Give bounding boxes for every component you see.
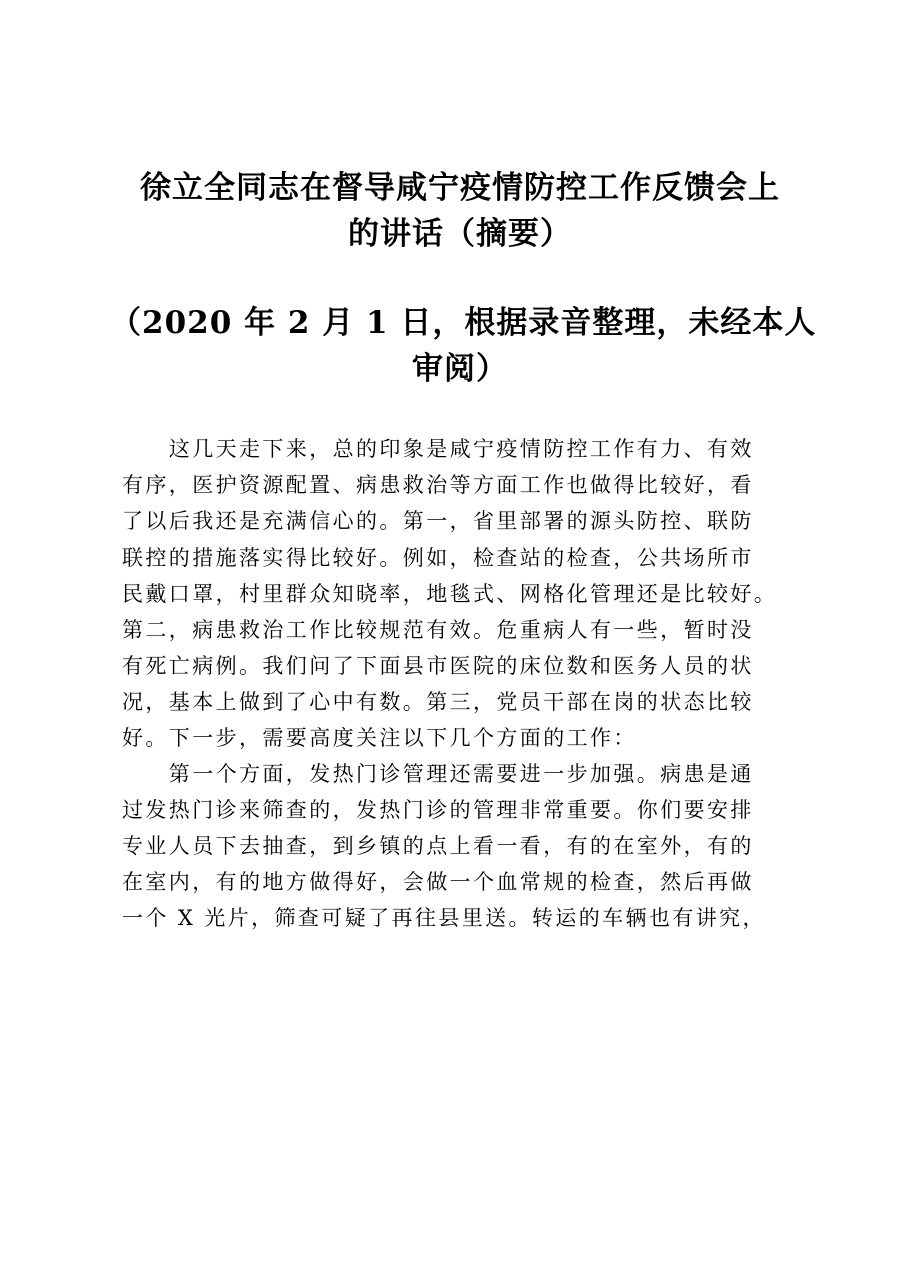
body-line-8: 况，基本上做到了心中有数。第三，党员干部在岗的状态比较 xyxy=(122,690,754,714)
body-line-9: 好。下一步，需要高度关注以下几个方面的工作： xyxy=(122,726,637,750)
body-line-10: 第一个方面，发热门诊管理还需要进一步加强。病患是通 xyxy=(122,762,754,786)
body-line-4: 联控的措施落实得比较好。例如，检查站的检查，公共场所市 xyxy=(122,546,754,570)
document-subtitle-line-1: （2020 年 2 月 1 日，根据录音整理，未经本人 xyxy=(110,305,817,341)
body-line-11: 过发热门诊来筛查的，发热门诊的管理非常重要。你们要安排 xyxy=(122,798,754,822)
body-line-13: 在室内，有的地方做得好，会做一个血常规的检查，然后再做 xyxy=(122,870,754,894)
document-title-line-2: 的讲话（摘要） xyxy=(348,216,572,252)
body-line-6: 第二，病患救治工作比较规范有效。危重病人有一些，暂时没 xyxy=(122,618,754,642)
body-line-5: 民戴口罩，村里群众知晓率，地毯式、网格化管理还是比较好。 xyxy=(122,582,778,606)
document-subtitle-line-2: 审阅） xyxy=(412,351,508,387)
body-line-2: 有序，医护资源配置、病患救治等方面工作也做得比较好，看 xyxy=(122,473,754,497)
body-line-14: 一个 X 光片，筛查可疑了再往县里送。转运的车辆也有讲究， xyxy=(122,906,766,930)
document-title-line-1: 徐立全同志在督导咸宁疫情防控工作反馈会上 xyxy=(140,170,780,206)
body-line-1: 这几天走下来，总的印象是咸宁疫情防控工作有力、有效 xyxy=(122,437,754,461)
body-line-12: 专业人员下去抽查，到乡镇的点上看一看，有的在室外，有的 xyxy=(122,834,754,858)
body-line-3: 了以后我还是充满信心的。第一，省里部署的源头防控、联防 xyxy=(122,509,754,533)
body-line-7: 有死亡病例。我们问了下面县市医院的床位数和医务人员的状 xyxy=(122,654,754,678)
